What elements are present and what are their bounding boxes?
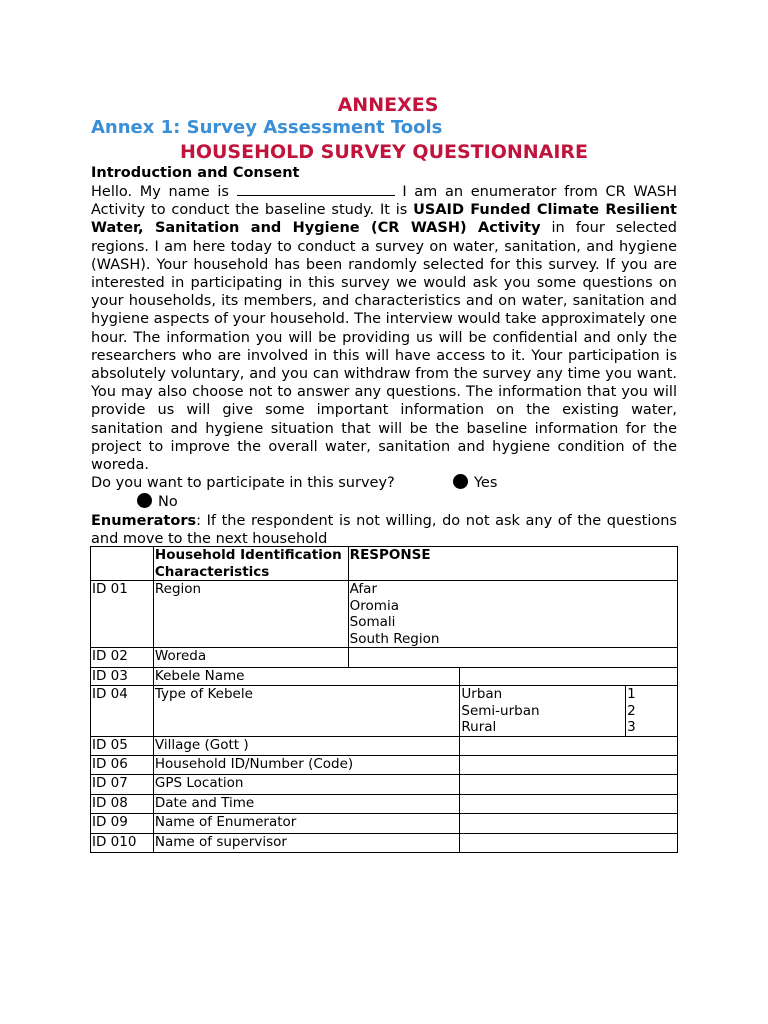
header-characteristics: Household Identification Characteristics [153, 547, 348, 581]
intro-text-rest: in four selected regions. I am here today to conduct a survey on water, sanitation, and hygiene (WASH). Your household has been randomly selected for this survey. If you are interested in participating in this survey we would ask you some questions on your households, its members, and characteristics and on water, sanitation and hygiene aspects of your household. The interview would take approximately one hour. The information you will be providing us will be confidential and only the researchers who are involved in this will have access to it. Your participation is absolutely voluntary, and you can withdraw from the survey any time you want. You may also choose not to answer any questions. The information that you will provide us will give some important information on the existing water, sanitation and hygiene situation that will be the baseline information for the project to improve the overall water, sanitation and hygiene condition of the woreda. [91, 220, 677, 474]
kebele-type-codes [626, 686, 678, 737]
option-semi-urban: Semi-urban [461, 702, 540, 719]
intro-heading: Introduction and Consent [91, 165, 300, 181]
response-cell[interactable] [460, 814, 678, 834]
enumerators-label: Enumerators [91, 513, 197, 530]
table-header-row [91, 547, 678, 581]
table-row [91, 834, 678, 853]
document-body [91, 94, 677, 549]
intro-activity-name: USAID Funded Climate Resilient Water, Sanitation and Hygiene (CR WASH) Activity [91, 202, 677, 237]
code-rural: 3 [627, 719, 636, 735]
row-id: ID 05 [91, 737, 154, 756]
bullet-icon [453, 474, 468, 489]
row-label: Woreda [153, 648, 348, 668]
table-cell [91, 547, 154, 581]
table-row [91, 581, 678, 648]
option-south-region: South Region [349, 630, 440, 647]
table-row [91, 686, 678, 737]
row-id: ID 07 [91, 775, 154, 795]
option-rural: Rural [461, 719, 497, 735]
response-cell[interactable] [460, 795, 678, 814]
row-label: Name of Enumerator [153, 814, 460, 834]
response-cell[interactable] [460, 737, 678, 756]
response-cell[interactable] [460, 668, 678, 686]
response-cell[interactable] [460, 834, 678, 853]
row-id: ID 01 [91, 581, 154, 648]
row-label: Name of supervisor [153, 834, 460, 853]
table-row [91, 668, 678, 686]
intro-paragraph [91, 183, 677, 474]
row-label: Household ID/Number (Code) [153, 756, 460, 775]
table-row [91, 795, 678, 814]
consent-no-option[interactable] [91, 493, 677, 512]
code-urban: 1 [627, 686, 636, 702]
option-oromia: Oromia [349, 597, 399, 614]
bullet-icon [137, 493, 152, 508]
consent-yes-option[interactable] [453, 474, 497, 493]
row-id: ID 06 [91, 756, 154, 775]
option-afar: Afar [349, 581, 378, 597]
intro-text-middle: I am an enumerator from CR WASH Activity to conduct the baseline study. It is [91, 184, 677, 219]
household-identification-table [90, 546, 678, 853]
annexes-heading: ANNEXES [337, 94, 439, 116]
questionnaire-title: HOUSEHOLD SURVEY QUESTIONNAIRE [179, 141, 589, 163]
annex-title: Annex 1: Survey Assessment Tools [91, 117, 443, 138]
row-id: ID 04 [91, 686, 154, 737]
response-cell[interactable] [460, 775, 678, 795]
row-id: ID 02 [91, 648, 154, 668]
intro-text-start: Hello. My name is [91, 184, 237, 200]
response-cell[interactable] [348, 648, 677, 668]
table-row [91, 775, 678, 795]
row-label: GPS Location [153, 775, 460, 795]
kebele-type-options [460, 686, 626, 737]
row-id: ID 03 [91, 668, 154, 686]
row-id: ID 08 [91, 795, 154, 814]
table-row [91, 648, 678, 668]
row-id: ID 09 [91, 814, 154, 834]
row-label: Date and Time [153, 795, 460, 814]
response-cell[interactable] [460, 756, 678, 775]
row-label: Type of Kebele [153, 686, 460, 737]
row-id: ID 010 [91, 834, 154, 853]
row-label: Village (Gott ) [153, 737, 460, 756]
row-label: Region [153, 581, 348, 648]
option-somali: Somali [349, 614, 396, 630]
table-row [91, 737, 678, 756]
option-urban: Urban [461, 686, 503, 702]
consent-question: Do you want to participate in this survey? [91, 475, 395, 492]
table-row [91, 814, 678, 834]
consent-question-line [91, 474, 677, 493]
enumerators-note [91, 512, 677, 548]
header-response: RESPONSE [348, 547, 677, 581]
enumerators-text: : If the respondent is not willing, do not ask any of the questions and move to the next household [91, 513, 677, 548]
consent-yes-label: Yes [474, 475, 498, 492]
name-blank [237, 183, 395, 196]
region-options [348, 581, 677, 648]
code-semi-urban: 2 [627, 702, 636, 719]
table-row [91, 756, 678, 775]
consent-no-label: No [158, 494, 178, 511]
row-label: Kebele Name [153, 668, 460, 686]
